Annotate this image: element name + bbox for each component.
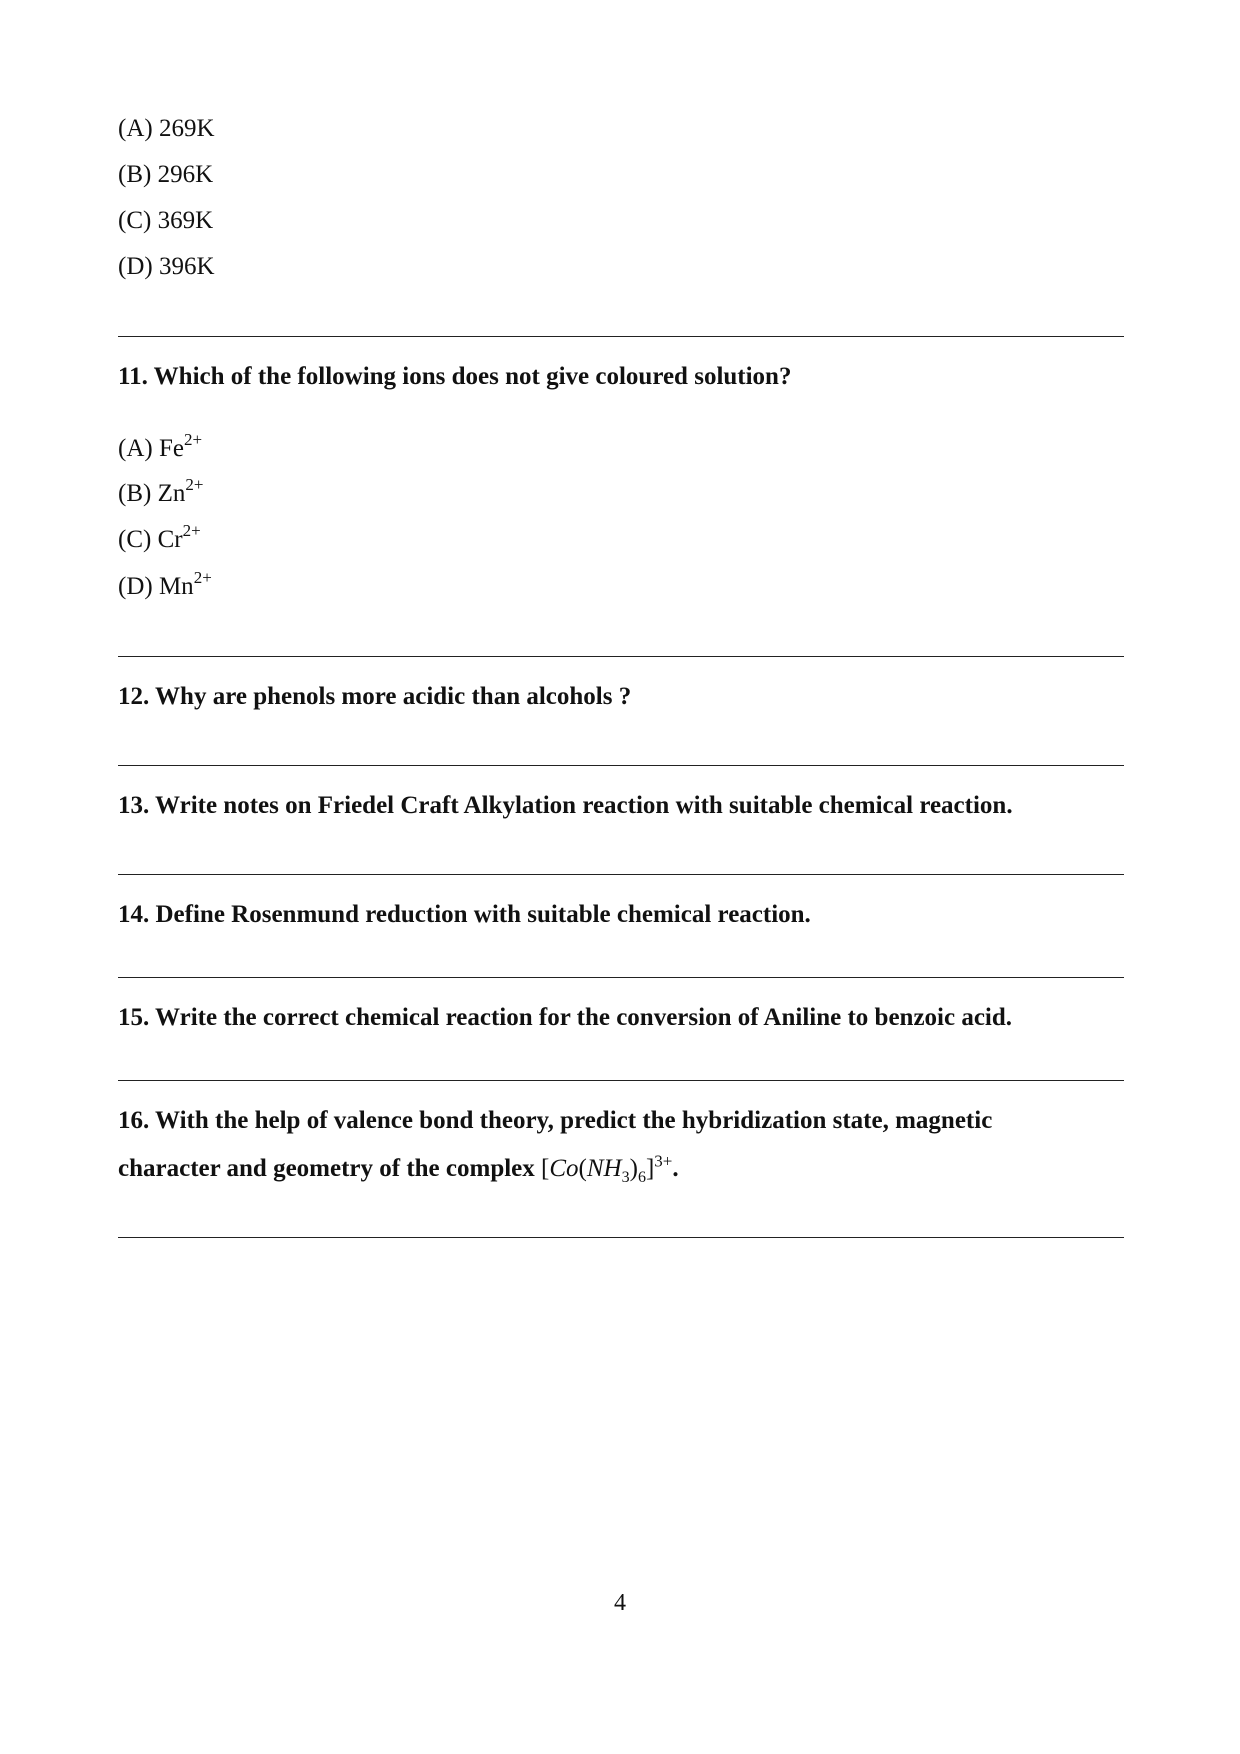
complex-formula: $[Co(NH_3)_6]^{3+}$: [541, 1151, 673, 1186]
question-16-line2: character and geometry of the complex: [118, 1155, 535, 1182]
divider: [118, 977, 1124, 978]
q10-option-d: (D) 396K: [118, 253, 215, 280]
divider: [118, 656, 1124, 657]
question-16: 16. With the help of valence bond theory, predict the hybridization state, magnetic character and geometry of the complex $[Co(NH_3)_6]^{3+}$.: [118, 1107, 993, 1186]
q10-option-a: (A) 269K: [118, 115, 215, 142]
divider: [118, 874, 1124, 875]
q11-option-a: (A) $Fe^{2+}$: [118, 429, 203, 462]
divider: [118, 765, 1124, 766]
page-number: 4: [614, 1590, 626, 1616]
question-16-line1: 16. With the help of valence bond theory, predict the hybridization state, magnetic: [118, 1107, 993, 1134]
question-11: 11. Which of the following ions does not give coloured solution?: [118, 363, 792, 390]
q10-option-c: (C) 369K: [118, 207, 214, 234]
question-12: 12. Why are phenols more acidic than alcohols ?: [118, 683, 632, 710]
divider: [118, 336, 1124, 337]
divider: [118, 1080, 1124, 1081]
question-13: 13. Write notes on Friedel Craft Alkylation reaction with suitable chemical reaction.: [118, 792, 1013, 819]
q11-option-d: (D) $Mn^{2+}$: [118, 567, 212, 600]
question-15: 15. Write the correct chemical reaction for the conversion of Aniline to benzoic acid.: [118, 1004, 1013, 1031]
q11-option-b: (B) $Zn^{2+}$: [118, 474, 204, 507]
divider: [118, 1237, 1124, 1238]
question-14: 14. Define Rosenmund reduction with suitable chemical reaction.: [118, 901, 811, 928]
q11-option-c: (C) $Cr^{2+}$: [118, 520, 201, 553]
q10-option-b: (B) 296K: [118, 161, 214, 188]
